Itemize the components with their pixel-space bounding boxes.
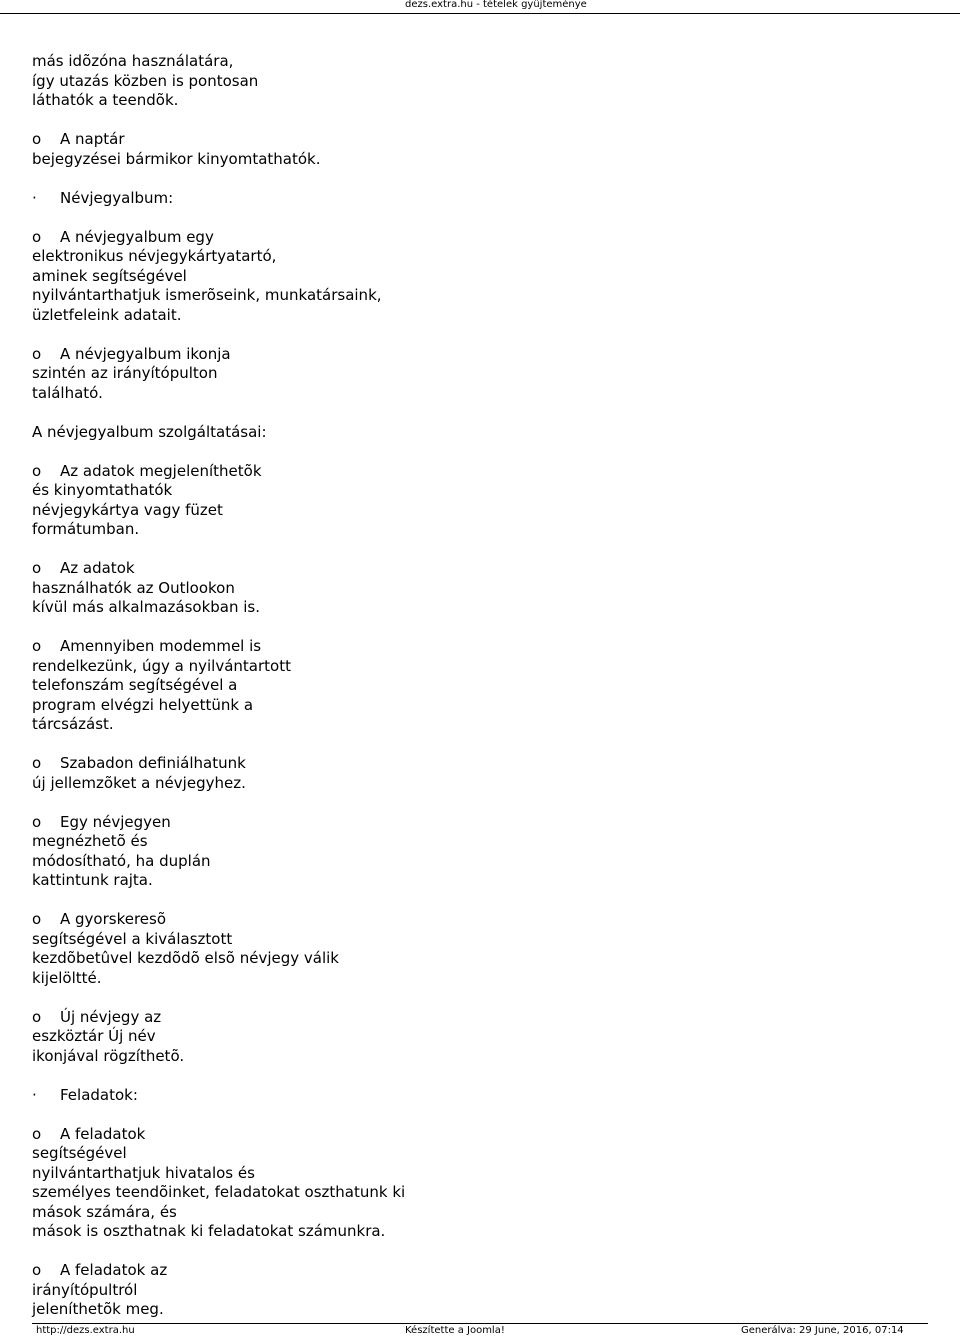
- footer-url: http://dezs.extra.hu: [36, 1325, 135, 1336]
- line-text: A feladatok: [60, 1124, 146, 1143]
- footer-made-by: Készítette a Joomla!: [405, 1325, 505, 1336]
- line-text: segítségével a kiválasztott: [32, 929, 233, 948]
- text-line: [32, 715, 932, 735]
- paragraph-gap: [32, 793, 932, 813]
- list-item: [32, 754, 932, 793]
- list-marker: o: [32, 1007, 42, 1026]
- list-item: [32, 637, 932, 735]
- text-line: [32, 696, 932, 716]
- line-text: A névjegyalbum egy: [60, 227, 214, 246]
- paragraph-gap: [32, 891, 932, 911]
- list-marker: o: [32, 637, 42, 655]
- footer-divider: [32, 1323, 928, 1324]
- line-text: aminek segítségével: [32, 266, 187, 285]
- line-text: személyes teendõinket, feladatokat oszthatunk ki: [32, 1183, 406, 1201]
- header-divider: [0, 13, 960, 14]
- text-line: [32, 1008, 932, 1028]
- line-text: Amennyiben modemmel is: [60, 637, 262, 655]
- line-text: található.: [32, 383, 103, 402]
- text-line: [32, 1027, 932, 1047]
- text-line: [32, 91, 932, 111]
- paragraph-gap: [32, 1105, 932, 1125]
- list-item: [32, 910, 932, 988]
- text-line: [32, 813, 932, 833]
- header-collection: tételek gyûjteménye: [483, 0, 587, 10]
- list-marker: o: [32, 461, 42, 480]
- text-line: [32, 832, 932, 852]
- paragraph: [32, 52, 932, 111]
- header-site: dezs.extra.hu: [405, 0, 474, 10]
- list-item: [32, 345, 932, 404]
- line-text: láthatók a teendõk.: [32, 91, 179, 109]
- document-body: [32, 52, 932, 1320]
- page-header: [0, 0, 960, 12]
- text-line: [32, 481, 932, 501]
- text-line: [32, 559, 932, 579]
- text-line: [32, 598, 932, 618]
- text-line: [32, 384, 932, 404]
- paragraph-gap: [32, 618, 932, 638]
- line-text: nyilvántarthatjuk ismerõseink, munkatársaink,: [32, 286, 382, 304]
- list-marker: ·: [32, 188, 37, 207]
- list-item: [32, 559, 932, 618]
- text-line: [32, 910, 932, 930]
- text-line: [32, 286, 932, 306]
- line-text: Az adatok: [60, 559, 135, 577]
- line-text: ikonjával rögzíthetõ.: [32, 1046, 185, 1065]
- line-text: A gyorskeresõ: [60, 910, 167, 928]
- list-item: [32, 1261, 932, 1320]
- paragraph-gap: [32, 325, 932, 345]
- line-text: program elvégzi helyettünk a: [32, 695, 254, 714]
- line-text: Feladatok:: [60, 1085, 138, 1104]
- text-line: [32, 676, 932, 696]
- paragraph-gap: [32, 403, 932, 423]
- text-line: [32, 774, 932, 794]
- header-separator: -: [473, 0, 484, 10]
- paragraph: [32, 423, 932, 443]
- list-item: [32, 1008, 932, 1067]
- paragraph-gap: [32, 735, 932, 755]
- text-line: [32, 657, 932, 677]
- text-line: [32, 306, 932, 326]
- text-line: [32, 1125, 932, 1145]
- paragraph-gap: [32, 208, 932, 228]
- text-line: [32, 150, 932, 170]
- text-line: [32, 267, 932, 287]
- line-text: A feladatok az: [60, 1261, 168, 1279]
- paragraph-gap: [32, 111, 932, 131]
- line-text: kezdõbetûvel kezdõdõ elsõ névjegy válik: [32, 949, 339, 967]
- line-text: irányítópultról: [32, 1280, 138, 1299]
- text-line: [32, 1144, 932, 1164]
- text-line: [32, 871, 932, 891]
- line-text: Egy névjegyen: [60, 812, 171, 831]
- line-text: mások számára, és: [32, 1202, 177, 1221]
- list-marker: ·: [32, 1085, 37, 1104]
- paragraph-gap: [32, 1242, 932, 1262]
- list-marker: o: [32, 559, 42, 577]
- paragraph-gap: [32, 442, 932, 462]
- list-marker: o: [32, 910, 42, 928]
- text-line: [32, 1086, 932, 1106]
- text-line: [32, 852, 932, 872]
- header-text: [405, 0, 587, 11]
- text-line: [32, 72, 932, 92]
- line-text: kattintunk rajta.: [32, 871, 153, 889]
- paragraph-gap: [32, 988, 932, 1008]
- line-text: A névjegyalbum ikonja: [60, 344, 231, 363]
- line-text: A naptár: [60, 130, 125, 148]
- line-text: névjegykártya vagy füzet: [32, 500, 223, 519]
- line-text: A névjegyalbum szolgáltatásai:: [32, 422, 267, 441]
- text-line: [32, 1261, 932, 1281]
- list-item: [32, 813, 932, 891]
- line-text: kívül más alkalmazásokban is.: [32, 598, 260, 616]
- text-line: [32, 969, 932, 989]
- list-item: [32, 228, 932, 326]
- line-text: elektronikus névjegykártyatartó,: [32, 247, 277, 265]
- text-line: [32, 1183, 932, 1203]
- line-text: nyilvántarthatjuk hivatalos és: [32, 1163, 255, 1182]
- text-line: [32, 754, 932, 774]
- line-text: megnézhetõ és: [32, 832, 148, 850]
- text-line: [32, 949, 932, 969]
- paragraph-gap: [32, 169, 932, 189]
- text-line: [32, 423, 932, 443]
- text-line: [32, 247, 932, 267]
- line-text: szintén az irányítópulton: [32, 364, 218, 382]
- line-text: módosítható, ha duplán: [32, 851, 211, 870]
- paragraph-gap: [32, 540, 932, 560]
- text-line: [32, 930, 932, 950]
- text-line: [32, 1222, 932, 1242]
- list-marker: o: [32, 227, 42, 246]
- text-line: [32, 1203, 932, 1223]
- line-text: segítségével: [32, 1144, 127, 1162]
- text-line: [32, 1300, 932, 1320]
- text-line: [32, 579, 932, 599]
- line-text: formátumban.: [32, 520, 140, 538]
- line-text: és kinyomtathatók: [32, 481, 173, 499]
- text-line: [32, 130, 932, 150]
- line-text: Szabadon definiálhatunk: [60, 754, 246, 772]
- line-text: rendelkezünk, úgy a nyilvántartott: [32, 656, 291, 675]
- line-text: így utazás közben is pontosan: [32, 71, 259, 90]
- text-line: [32, 345, 932, 365]
- line-text: tárcsázást.: [32, 715, 114, 733]
- text-line: [32, 1047, 932, 1067]
- list-marker: o: [32, 130, 42, 148]
- footer-generated: Generálva: 29 June, 2016, 07:14: [741, 1325, 904, 1336]
- list-item: [32, 1125, 932, 1242]
- line-text: új jellemzõket a névjegyhez.: [32, 773, 246, 792]
- line-text: üzletfeleink adatait.: [32, 305, 182, 324]
- list-item: [32, 189, 932, 209]
- text-line: [32, 1281, 932, 1301]
- line-text: más idõzóna használatára,: [32, 52, 234, 70]
- list-item: [32, 130, 932, 169]
- text-line: [32, 462, 932, 482]
- list-marker: o: [32, 1124, 42, 1143]
- line-text: mások is oszthatnak ki feladatokat számunkra.: [32, 1222, 386, 1240]
- line-text: eszköztár Új név: [32, 1027, 156, 1045]
- text-line: [32, 1164, 932, 1184]
- list-item: [32, 1086, 932, 1106]
- text-line: [32, 228, 932, 248]
- text-line: [32, 637, 932, 657]
- line-text: Névjegyalbum:: [60, 188, 174, 207]
- line-text: bejegyzései bármikor kinyomtathatók.: [32, 149, 321, 168]
- text-line: [32, 52, 932, 72]
- line-text: kijelöltté.: [32, 968, 102, 987]
- line-text: használhatók az Outlookon: [32, 578, 235, 597]
- line-text: telefonszám segítségével a: [32, 676, 238, 694]
- list-item: [32, 462, 932, 540]
- paragraph-gap: [32, 1066, 932, 1086]
- line-text: Új névjegy az: [60, 1007, 162, 1026]
- list-marker: o: [32, 812, 42, 831]
- list-marker: o: [32, 754, 42, 772]
- line-text: jeleníthetõk meg.: [32, 1300, 164, 1318]
- text-line: [32, 520, 932, 540]
- text-line: [32, 189, 932, 209]
- line-text: Az adatok megjeleníthetõk: [60, 461, 262, 480]
- text-line: [32, 501, 932, 521]
- list-marker: o: [32, 344, 42, 363]
- list-marker: o: [32, 1261, 42, 1279]
- text-line: [32, 364, 932, 384]
